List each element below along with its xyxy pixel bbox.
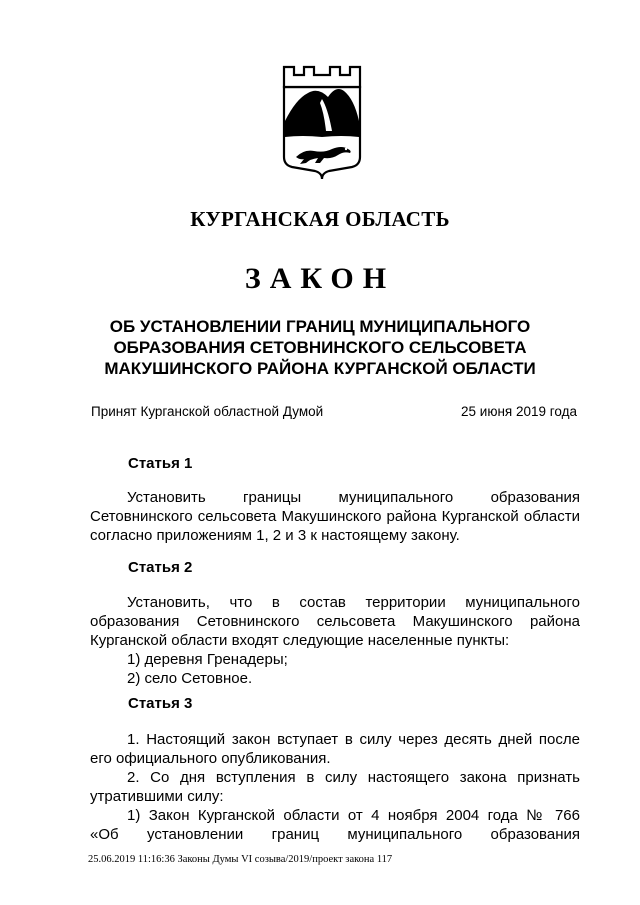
list-item: 1) деревня Гренадеры; — [127, 651, 288, 668]
law-title: ЗАКОН — [244, 262, 396, 295]
text-line: Установить границы муниципального образования — [127, 489, 580, 506]
text-line: образования Сетовнинского сельсовета Макушинского района — [90, 613, 580, 630]
adoption-line — [91, 404, 577, 424]
region-heading: КУРГАНСКАЯ ОБЛАСТЬ — [190, 207, 450, 231]
adopted-date: 25 июня 2019 года — [461, 404, 577, 419]
text-line: 1) Закон Курганской области от 4 ноября 2004 года № 766 — [127, 807, 580, 824]
text-line: Сетовнинского сельсовета Макушинского района Курганской области — [90, 508, 580, 525]
document-footer: 25.06.2019 11:16:36 Законы Думы VI созыва/2019/проект закона 117 — [88, 854, 393, 865]
article-2-text — [90, 593, 580, 688]
article-2-heading: Статья 2 — [128, 559, 193, 576]
text-line: Курганской области входят следующие населенные пункты: — [90, 632, 510, 649]
law-subject — [90, 316, 550, 379]
text-line: Установить, что в состав территории муниципального — [127, 594, 580, 611]
article-1-heading: Статья 1 — [128, 455, 193, 472]
subject-line: ОБ УСТАНОВЛЕНИИ ГРАНИЦ МУНИЦИПАЛЬНОГО — [109, 317, 531, 336]
subject-line: МАКУШИНСКОГО РАЙОНА КУРГАНСКОЙ ОБЛАСТИ — [104, 359, 536, 378]
adopted-by: Принят Курганской областной Думой — [91, 404, 324, 419]
article-3-text — [90, 730, 580, 844]
article-3-heading: Статья 3 — [128, 695, 193, 712]
text-line: 2. Со дня вступления в силу настоящего закона признать — [127, 769, 580, 786]
text-line: утратившими силу: — [90, 788, 224, 805]
coat-of-arms-icon — [282, 65, 362, 180]
text-line: его официального опубликования. — [90, 750, 331, 767]
text-line: 1. Настоящий закон вступает в силу через десять дней после — [127, 731, 580, 748]
article-1-text — [90, 488, 580, 545]
list-item: 2) село Сетовное. — [127, 670, 253, 687]
text-line: согласно приложениям 1, 2 и 3 к настоящему закону. — [90, 527, 460, 544]
subject-line: ОБРАЗОВАНИЯ СЕТОВНИНСКОГО СЕЛЬСОВЕТА — [113, 338, 527, 357]
text-line: «Об установлении границ муниципального образования — [90, 826, 580, 843]
